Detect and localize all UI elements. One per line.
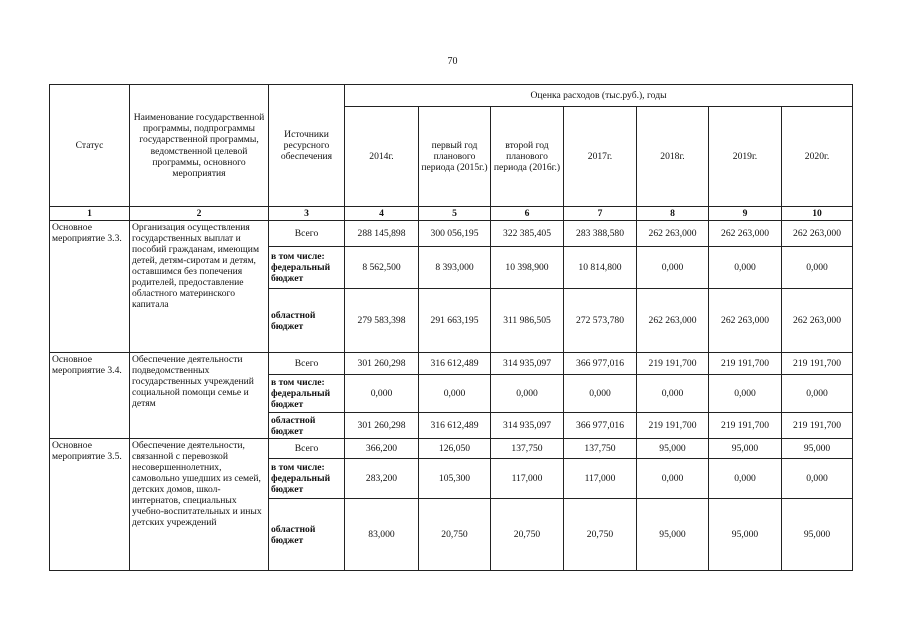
value-cell: 262 263,000 bbox=[709, 221, 782, 247]
value-cell: 126,050 bbox=[419, 439, 491, 459]
status-cell: Основное мероприятие 3.5. bbox=[50, 439, 130, 571]
value-cell: 20,750 bbox=[564, 499, 637, 571]
value-cell: 0,000 bbox=[709, 247, 782, 289]
status-cell: Основное мероприятие 3.3. bbox=[50, 221, 130, 353]
source-regional: областной бюджет bbox=[269, 289, 345, 353]
value-cell: 219 191,700 bbox=[637, 353, 709, 375]
header-year: 2017г. bbox=[564, 107, 637, 207]
value-cell: 262 263,000 bbox=[709, 289, 782, 353]
value-cell: 95,000 bbox=[709, 439, 782, 459]
column-number: 3 bbox=[269, 207, 345, 221]
value-cell: 0,000 bbox=[637, 459, 709, 499]
value-cell: 366 977,016 bbox=[564, 413, 637, 439]
value-cell: 20,750 bbox=[491, 499, 564, 571]
value-cell: 262 263,000 bbox=[782, 289, 853, 353]
value-cell: 0,000 bbox=[564, 375, 637, 413]
value-cell: 300 056,195 bbox=[419, 221, 491, 247]
table-row bbox=[50, 221, 853, 247]
value-cell: 137,750 bbox=[564, 439, 637, 459]
value-cell: 283,200 bbox=[345, 459, 419, 499]
header-status: Статус bbox=[50, 85, 130, 207]
column-number: 9 bbox=[709, 207, 782, 221]
value-cell: 95,000 bbox=[782, 439, 853, 459]
column-number: 4 bbox=[345, 207, 419, 221]
table-row bbox=[50, 439, 853, 459]
column-number: 1 bbox=[50, 207, 130, 221]
value-cell: 262 263,000 bbox=[637, 289, 709, 353]
header-sources: Источники ресурсного обеспечения bbox=[269, 85, 345, 207]
value-cell: 137,750 bbox=[491, 439, 564, 459]
value-cell: 0,000 bbox=[491, 375, 564, 413]
value-cell: 95,000 bbox=[709, 499, 782, 571]
value-cell: 301 260,298 bbox=[345, 413, 419, 439]
header-year: 2018г. bbox=[637, 107, 709, 207]
source-federal: в том числе: федеральный бюджет bbox=[269, 247, 345, 289]
header-expenses: Оценка расходов (тыс.руб.), годы bbox=[345, 85, 853, 107]
column-number: 8 bbox=[637, 207, 709, 221]
column-number: 10 bbox=[782, 207, 853, 221]
value-cell: 0,000 bbox=[345, 375, 419, 413]
header-program-name: Наименование государственной программы, подпрограммы государственной программы, ведомственной целевой программы, основного мероприятия bbox=[130, 85, 269, 207]
header-year: 2020г. bbox=[782, 107, 853, 207]
value-cell: 366,200 bbox=[345, 439, 419, 459]
status-cell: Основное мероприятие 3.4. bbox=[50, 353, 130, 439]
source-regional: областной бюджет bbox=[269, 413, 345, 439]
value-cell: 105,300 bbox=[419, 459, 491, 499]
value-cell: 10 398,900 bbox=[491, 247, 564, 289]
value-cell: 314 935,097 bbox=[491, 353, 564, 375]
value-cell: 20,750 bbox=[419, 499, 491, 571]
value-cell: 272 573,780 bbox=[564, 289, 637, 353]
header-year: первый год планового периода (2015г.) bbox=[419, 107, 491, 207]
value-cell: 0,000 bbox=[709, 375, 782, 413]
value-cell: 0,000 bbox=[782, 459, 853, 499]
value-cell: 262 263,000 bbox=[782, 221, 853, 247]
column-number: 7 bbox=[564, 207, 637, 221]
page-number: 70 bbox=[447, 56, 458, 67]
value-cell: 0,000 bbox=[637, 375, 709, 413]
source-federal: в том числе: федеральный бюджет bbox=[269, 459, 345, 499]
header-year: 2019г. bbox=[709, 107, 782, 207]
program-name-cell: Организация осуществления государственных выплат и пособий гражданам, имеющим детей, детям-сиротам и детям, оставшимся без попечения родителей, предоставление областного материнского капитала bbox=[130, 221, 269, 353]
value-cell: 8 562,500 bbox=[345, 247, 419, 289]
expense-table bbox=[49, 84, 853, 571]
value-cell: 8 393,000 bbox=[419, 247, 491, 289]
value-cell: 366 977,016 bbox=[564, 353, 637, 375]
column-number: 5 bbox=[419, 207, 491, 221]
program-name-cell: Обеспечение деятельности, связанной с перевозкой несовершеннолетних, самовольно ушедших из семей, детских домов, школ-интернатов, специальных учебно-воспитательных и иных детских учреждений bbox=[130, 439, 269, 571]
header-year: 2014г. bbox=[345, 107, 419, 207]
value-cell: 279 583,398 bbox=[345, 289, 419, 353]
value-cell: 219 191,700 bbox=[782, 413, 853, 439]
value-cell: 0,000 bbox=[419, 375, 491, 413]
value-cell: 314 935,097 bbox=[491, 413, 564, 439]
table-row bbox=[50, 353, 853, 375]
column-number: 2 bbox=[130, 207, 269, 221]
value-cell: 219 191,700 bbox=[709, 413, 782, 439]
value-cell: 0,000 bbox=[782, 247, 853, 289]
value-cell: 322 385,405 bbox=[491, 221, 564, 247]
value-cell: 0,000 bbox=[637, 247, 709, 289]
value-cell: 311 986,505 bbox=[491, 289, 564, 353]
value-cell: 95,000 bbox=[637, 439, 709, 459]
value-cell: 83,000 bbox=[345, 499, 419, 571]
value-cell: 291 663,195 bbox=[419, 289, 491, 353]
value-cell: 95,000 bbox=[637, 499, 709, 571]
value-cell: 219 191,700 bbox=[782, 353, 853, 375]
value-cell: 262 263,000 bbox=[637, 221, 709, 247]
value-cell: 0,000 bbox=[709, 459, 782, 499]
value-cell: 95,000 bbox=[782, 499, 853, 571]
value-cell: 10 814,800 bbox=[564, 247, 637, 289]
program-name-cell: Обеспечение деятельности подведомственных государственных учреждений социальной помощи семье и детям bbox=[130, 353, 269, 439]
column-number: 6 bbox=[491, 207, 564, 221]
value-cell: 288 145,898 bbox=[345, 221, 419, 247]
value-cell: 117,000 bbox=[564, 459, 637, 499]
value-cell: 0,000 bbox=[782, 375, 853, 413]
value-cell: 316 612,489 bbox=[419, 353, 491, 375]
value-cell: 219 191,700 bbox=[637, 413, 709, 439]
source-regional: областной бюджет bbox=[269, 499, 345, 571]
value-cell: 283 388,580 bbox=[564, 221, 637, 247]
source-federal: в том числе: федеральный бюджет bbox=[269, 375, 345, 413]
source-total: Всего bbox=[269, 221, 345, 247]
source-total: Всего bbox=[269, 353, 345, 375]
value-cell: 316 612,489 bbox=[419, 413, 491, 439]
value-cell: 301 260,298 bbox=[345, 353, 419, 375]
header-year: второй год планового периода (2016г.) bbox=[491, 107, 564, 207]
value-cell: 219 191,700 bbox=[709, 353, 782, 375]
value-cell: 117,000 bbox=[491, 459, 564, 499]
source-total: Всего bbox=[269, 439, 345, 459]
